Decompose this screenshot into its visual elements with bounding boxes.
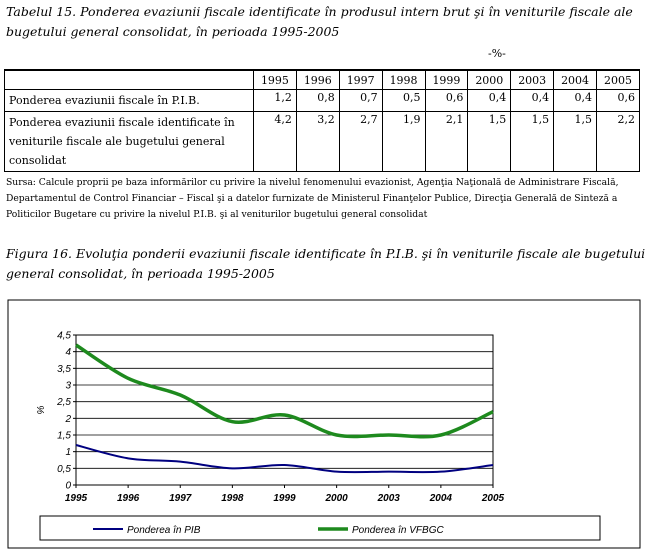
table-cell: 4,2 [254, 112, 297, 172]
row-label: Ponderea evaziunii fiscale identificate în veniturile fiscale ale bugetului general consolidat [5, 112, 254, 172]
table-cell: 0,7 [339, 90, 382, 112]
table-header-year: 2003 [511, 70, 554, 90]
y-tick-label: 1,5 [57, 430, 71, 442]
x-tick-label: 1998 [221, 493, 244, 504]
x-tick-label: 1996 [117, 493, 140, 504]
table-header-year: 1999 [425, 70, 468, 90]
row-label: Ponderea evaziunii fiscale în P.I.B. [5, 90, 254, 112]
chart-frame [8, 300, 640, 548]
x-tick-label: 2004 [429, 493, 452, 504]
table-cell: 2,2 [597, 112, 640, 172]
table-cell: 1,9 [382, 112, 425, 172]
table-caption: Tabelul 15. Ponderea evaziunii fiscale identificate în produsul intern brut şi în veniturile fiscale ale bugetului general consolidat, în perioada 1995-2005 [6, 4, 633, 39]
table-cell: 1,2 [254, 90, 297, 112]
y-axis-label: % [36, 405, 47, 415]
unit-label: -%- [488, 47, 506, 60]
x-tick-label: 1997 [169, 493, 192, 504]
table-cell: 1,5 [511, 112, 554, 172]
source-note: Sursa: Calcule proprii pe baza informărilor cu privire la nivelul fenomenului evazionist, Agenţia Naţională de Administrare Fiscală, Departamentul de Control Financiar – Fiscal şi a datelor furnizate de Ministerul Finanţelor Publice, Direcţia Generală de Sinteză a Politicilor Bugetare cu privire la nivelul P.I.B. şi al veniturilor bugetului general consolidat [6, 177, 619, 220]
table-header-year: 1995 [254, 70, 297, 90]
y-tick-label: 4 [65, 347, 71, 359]
table-cell: 2,1 [425, 112, 468, 172]
x-tick-label: 1995 [64, 493, 88, 504]
y-tick-label: 3,5 [57, 363, 71, 375]
figure-caption: Figura 16. Evoluţia ponderii evaziunii fiscale identificate în P.I.B. şi în veniturile fiscale ale bugetului general consolidat, în perioada 1995-2005 [6, 246, 646, 281]
table-cell: 0,6 [597, 90, 640, 112]
y-tick-label: 1 [65, 447, 71, 459]
plot-area [76, 335, 493, 485]
table-header-year: 2000 [468, 70, 511, 90]
x-tick-label: 2005 [481, 493, 505, 504]
table-cell: 0,5 [382, 90, 425, 112]
table-header-year: 2004 [554, 70, 597, 90]
table-cell: 1,5 [554, 112, 597, 172]
legend-label: Ponderea în VFBGC [352, 525, 444, 536]
x-tick-label: 2000 [325, 493, 348, 504]
table-cell: 0,4 [554, 90, 597, 112]
table-cell: 3,2 [296, 112, 339, 172]
table-header-year: 1998 [382, 70, 425, 90]
table-cell: 1,5 [468, 112, 511, 172]
legend-label: Ponderea în PIB [127, 525, 201, 536]
table-cell: 0,4 [468, 90, 511, 112]
table-cell: 0,6 [425, 90, 468, 112]
y-tick-label: 0,5 [57, 463, 71, 475]
table-header-year: 2005 [597, 70, 640, 90]
y-tick-label: 0 [65, 480, 71, 492]
table-cell: 0,8 [296, 90, 339, 112]
table-header-year: 1996 [296, 70, 339, 90]
table-header-year: 1997 [339, 70, 382, 90]
table-cell: 2,7 [339, 112, 382, 172]
series-line-2 [76, 345, 493, 437]
x-tick-label: 2003 [377, 493, 400, 504]
y-tick-label: 2 [65, 413, 71, 425]
y-tick-label: 2,5 [57, 397, 71, 409]
table-cell: 0,4 [511, 90, 554, 112]
x-tick-label: 1999 [273, 493, 296, 504]
y-tick-label: 3 [65, 380, 71, 392]
y-tick-label: 4,5 [57, 330, 71, 342]
